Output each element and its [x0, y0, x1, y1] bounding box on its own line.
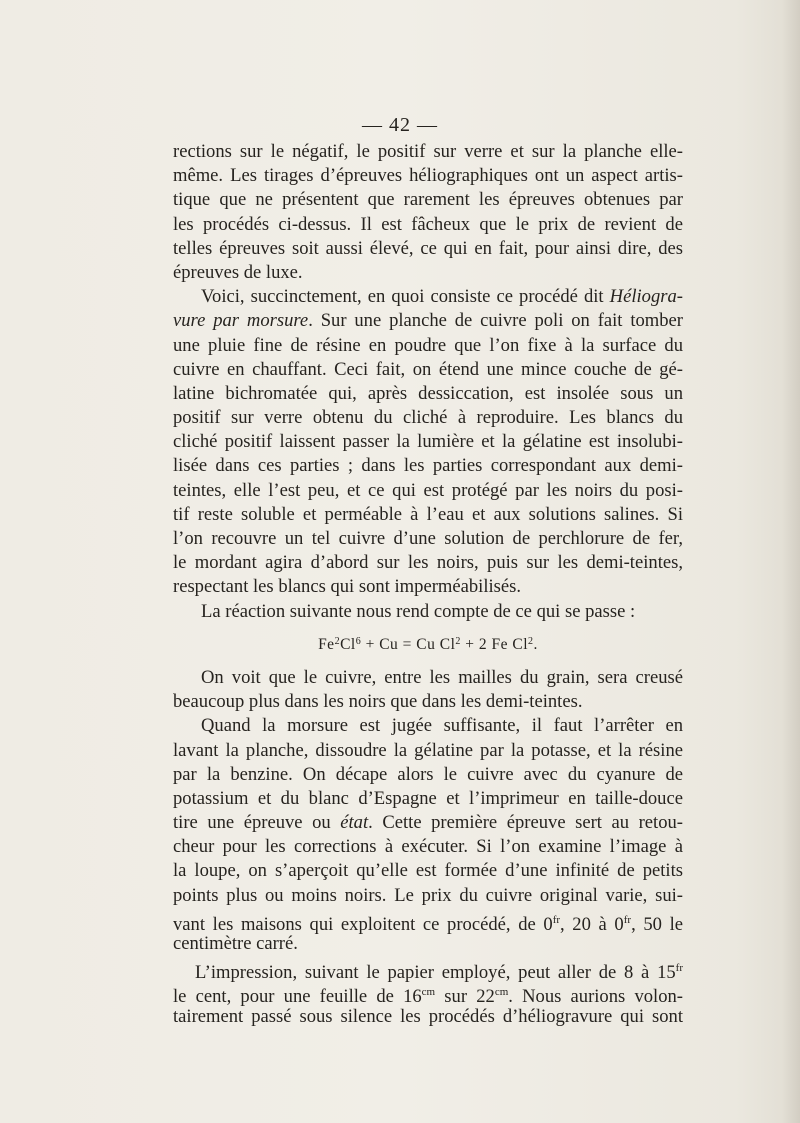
text-line: respectant les blancs qui sont imperméabilisés. — [173, 576, 522, 598]
text-line: centimètre carré. — [173, 933, 298, 954]
text-line: L’impression, suivant le papier employé, peut aller de 8 à $15^{fr}$ — [195, 962, 683, 984]
text-line: La réaction suivante nous rend compte de ce qui se passe : — [201, 600, 636, 622]
text-line: cliché positif laissent passer la lumière et la gélatine est insolubi- — [173, 431, 683, 453]
text-line — [173, 309, 683, 333]
text-line: On voit que le cuivre, entre les mailles du grain, sera creusé — [201, 666, 683, 688]
chemical-equation: $Fe^2Cl^6 + Cu = Cu$ $Cl^2 + 2$ Fe Cl$^2$. — [318, 635, 538, 653]
text-line: l’on recouvre un tel cuivre d’une solution de perchlorure de fer, — [173, 528, 683, 549]
text-line: telles épreuves soit aussi élevé, ce qui en fait, pour ainsi dire, des — [173, 237, 683, 259]
text-line: tif reste soluble et perméable à l’eau et aux solutions salines. Si — [173, 503, 683, 525]
text-line: lavant la planche, dissoudre la gélatine par la potasse, et la résine — [173, 739, 683, 761]
italic-term: vure par morsure — [173, 310, 309, 332]
text-line: le mordant agira d’abord sur les noirs, puis sur les demi-teintes, — [173, 552, 683, 574]
text-line: tairement passé sous silence les procédés d’héliogravure qui sont — [173, 1005, 683, 1027]
text-line: cuivre en chauffant. Ceci fait, on étend une mince couche de gé- — [173, 358, 683, 380]
text-line: lisée dans ces parties ; dans les parties correspondant aux demi- — [173, 455, 683, 477]
text-line: épreuves de luxe. — [173, 261, 303, 283]
text-line: tire une épreuve ou état. Cette première épreuve sert au retou- — [173, 812, 684, 834]
text-line: latine bichromatée qui, après dessiccation, est insolée sous un — [173, 382, 683, 404]
text-line — [173, 285, 683, 309]
text-line: vant les maisons qui exploitent ce procédé, de $0^{fr}$, 20 à $0^{fr}$, 50 le — [173, 913, 683, 935]
text-run: Voici, succinctement, en quoi consiste ce procédé dit — [201, 286, 610, 308]
text-line: cheur pour les corrections à exécuter. Si l’on examine l’image à — [173, 836, 683, 858]
text-line: même. Les tirages d’épreuves héliographiques ont un aspect artis- — [173, 165, 683, 187]
text-line: rections sur le négatif, le positif sur verre et sur la planche elle- — [173, 141, 683, 162]
italic-term: état — [340, 812, 369, 834]
body-text — [173, 140, 683, 1029]
text-line: une pluie fine de résine en poudre que l’on fixe à la surface du — [173, 334, 683, 356]
page-edge-shadow — [782, 0, 800, 1123]
text-line: la loupe, on s’aperçoit qu’elle est formée d’une infinité de petits — [173, 860, 683, 882]
italic-term: Héliogra- — [609, 286, 683, 308]
text-line: positif sur verre obtenu du cliché à reproduire. Les blancs du — [173, 407, 683, 429]
text-line: points plus ou moins noirs. Le prix du cuivre original varie, sui- — [173, 884, 683, 906]
text-line: teintes, elle l’est peu, et ce qui est protégé par les noirs du posi- — [173, 479, 683, 501]
text-line: par la benzine. On décape alors le cuivre avec du cyanure de — [173, 763, 683, 785]
page-number: — 42 — — [362, 114, 438, 136]
text-line: potassium et du blanc d’Espagne et l’imprimeur en taille-douce — [173, 787, 683, 809]
text-line: Quand la morsure est jugée suffisante, il faut l’arrêter en — [201, 715, 683, 737]
text-line: tique que ne présentent que rarement les épreuves obtenues par — [173, 189, 683, 211]
text-line: le cent, pour une feuille de $16^{cm}$ sur $22^{cm}$. Nous aurions volon- — [173, 986, 683, 1008]
text-line: les procédés ci-dessus. Il est fâcheux que le prix de revient de — [173, 213, 683, 235]
text-run: . Sur une planche de cuivre poli on fait tomber — [308, 310, 683, 332]
text-line: beaucoup plus dans les noirs que dans les demi-teintes. — [173, 691, 583, 713]
